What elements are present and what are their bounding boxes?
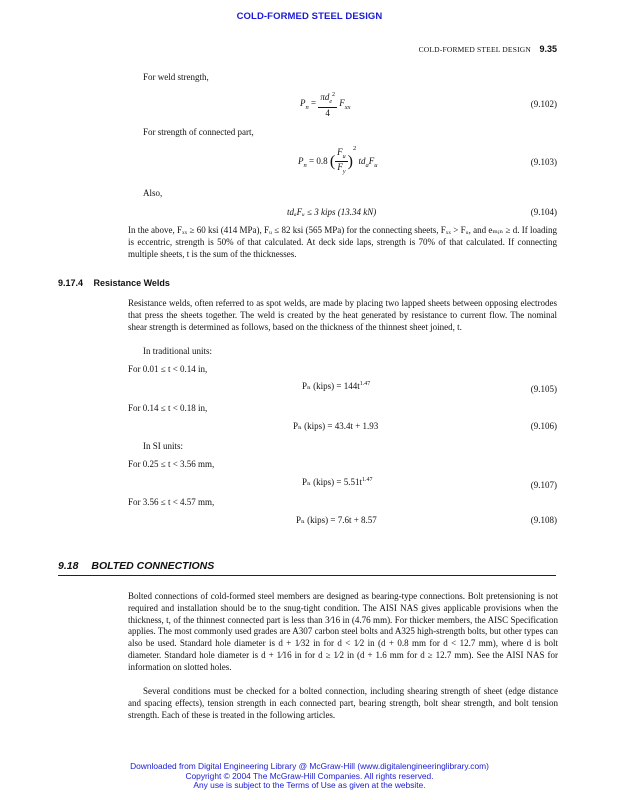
page-number: 9.35 xyxy=(539,44,557,54)
section-number: 9.18 xyxy=(58,560,79,572)
resistance-welds-paragraph: Resistance welds, often referred to as spot welds, are made by placing two lapped sheets between opposing electrodes that press the sheets together. The weld is created by the heat generated by resistance to current flow. The nominal shear strength is determined as follows, based on the thickness of the thinnest sheet joined, t. xyxy=(128,298,557,332)
paragraph-above: In the above, Fₓₓ ≥ 60 ksi (414 MPa), Fᵤ ≤ 82 ksi (565 MPa) for the connecting sheets, Fₓₓ > Fᵤ, and eₘᵢₙ ≥ d. If loading is eccentric, strength is 50% of that calculated. At deck side laps, strength is 70% of that calculated. If connecting multiple sheets, t is the sum of the thicknesses. xyxy=(128,225,557,259)
section-number: 9.17.4 xyxy=(58,278,84,288)
equation-number-9-104: (9.104) xyxy=(530,207,557,217)
also-text: Also, xyxy=(143,188,163,198)
equation-number-9-106: (9.106) xyxy=(530,421,557,431)
range-3: For 0.25 ≤ t < 3.56 mm, xyxy=(128,459,215,469)
equation-9-103: $P_n = 0.8$ ( $\frac{F_u}{F_y}$ )$^2$ $td_aF_u$ xyxy=(298,145,378,176)
footer-terms-line[interactable]: Any use is subject to the Terms of Use as given at the website. xyxy=(193,780,426,791)
traditional-units-label: In traditional units: xyxy=(143,346,212,356)
equation-9-104: tdₐFᵤ ≤ 3 kips (13.34 kN) xyxy=(287,207,377,217)
equation-number-9-102: (9.102) xyxy=(530,99,557,109)
equation-9-108: Pₙ (kips) = 7.6t + 8.57 xyxy=(296,515,377,525)
section-title: BOLTED CONNECTIONS xyxy=(91,560,215,572)
top-banner: COLD-FORMED STEEL DESIGN xyxy=(236,11,383,22)
section-rule xyxy=(58,575,556,576)
equation-9-107: Pₙ (kips) = $5.51t^{1.47}$ xyxy=(302,477,373,487)
section-9-18-heading xyxy=(58,560,214,572)
footer xyxy=(0,762,619,791)
si-units-label: In SI units: xyxy=(143,441,184,451)
equation-number-9-108: (9.108) xyxy=(530,515,557,525)
range-2: For 0.14 ≤ t < 0.18 in, xyxy=(128,403,208,413)
running-head: COLD-FORMED STEEL DESIGN xyxy=(418,45,531,54)
footer-copyright-line: Copyright © 2004 The McGraw-Hill Companies. All rights reserved. xyxy=(185,770,434,781)
footer-download-line[interactable]: Downloaded from Digital Engineering Library @ McGraw-Hill (www.digitalengineeringlibrary.com) xyxy=(130,761,489,771)
equation-9-106: Pₙ (kips) = 43.4t + 1.93 xyxy=(293,421,379,431)
equation-number-9-107: (9.107) xyxy=(530,480,557,490)
weld-strength-intro: For weld strength, xyxy=(143,72,209,82)
equation-9-105: Pₙ (kips) = $144t^{1.47}$ xyxy=(302,381,371,391)
section-9-17-4-heading xyxy=(58,278,170,288)
equation-number-9-103: (9.103) xyxy=(530,157,557,167)
section-title: Resistance Welds xyxy=(93,278,170,288)
equation-9-102: $P_n$ = $\frac{\pi d_e^2}{4}$ $F_{xx}$ xyxy=(300,92,351,118)
range-1: For 0.01 ≤ t < 0.14 in, xyxy=(128,364,208,374)
connected-part-intro: For strength of connected part, xyxy=(143,127,254,137)
bolted-paragraph-1: Bolted connections of cold-formed steel members are designed as bearing-type connections. Bolt pretensioning is not required and installation should be to the snug-tight condition. The AISI NAS gives applicable provisions when the thickness, t, of the thinnest connected part is less than 3⁄16 in (4.76 mm). For thicker members, the AISC Specification applies. The most commonly used grades are A307 carbon steel bolts and A325 high-strength bolts, but other types can also be used. Standard hole diameter is d + 1⁄32 in for d < 1⁄2 in (d + 0.8 mm for d < 12.7 mm), where d is bolt diameter. Standard hole diameter is d + 1⁄16 in for d ≥ 1⁄2 in (d + 1.6 mm for d ≥ 12.7 mm). See the AISI NAS for information on slotted holes. xyxy=(128,591,558,672)
range-4: For 3.56 ≤ t < 4.57 mm, xyxy=(128,497,215,507)
equation-number-9-105: (9.105) xyxy=(530,384,557,394)
bolted-paragraph-2: Several conditions must be checked for a bolted connection, including shearing strength of sheet (edge distance and spacing effects), tension strength in each connected part, bearing strength, bolt shear strength, and bolt tension strength. Each of these is treated in the following articles. xyxy=(128,686,558,720)
